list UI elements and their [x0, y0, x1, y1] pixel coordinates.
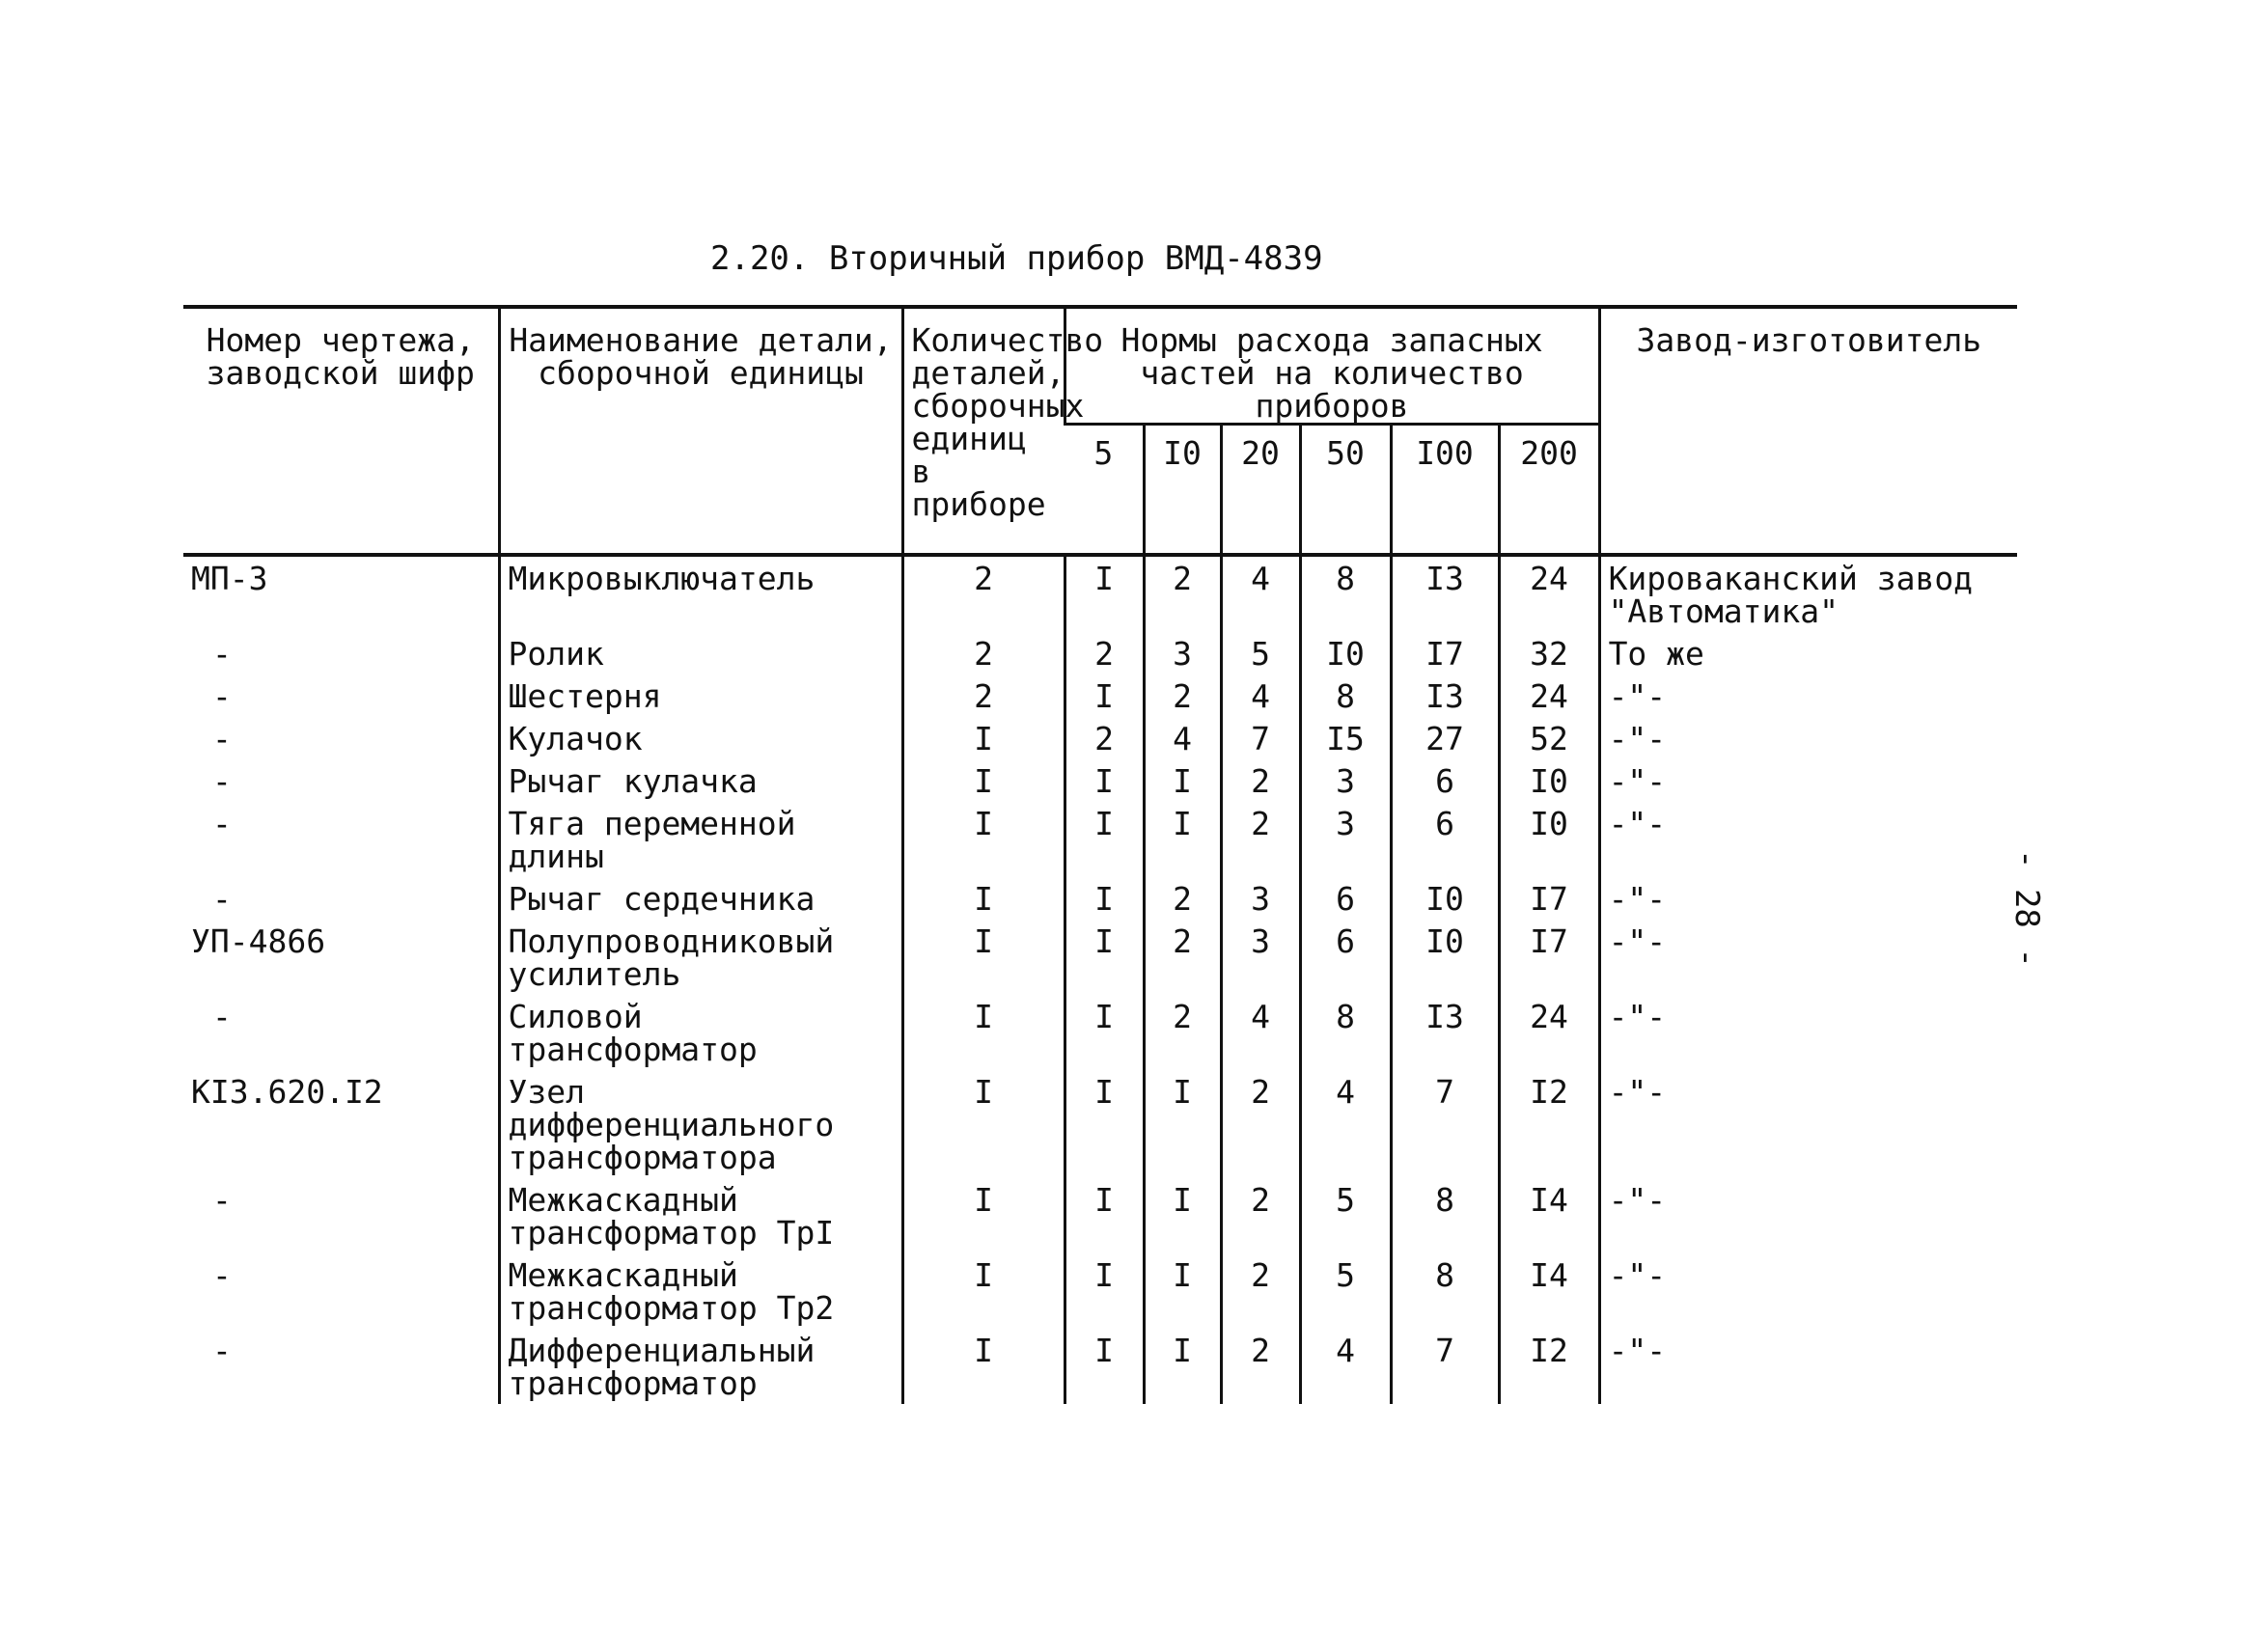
- row-norm: I7: [1499, 877, 1599, 920]
- row-norm: I: [1065, 1329, 1144, 1404]
- row-code: -: [212, 1181, 232, 1219]
- row-maker: -"-: [1599, 920, 2017, 995]
- row-maker: -"-: [1599, 995, 2017, 1070]
- row-norm: 2: [1144, 920, 1221, 995]
- row-norm: 27: [1391, 717, 1499, 759]
- table-row: [183, 759, 2017, 802]
- row-name: Межкаскадный трансформатор ТрI: [499, 1178, 902, 1253]
- row-maker: Кироваканский завод "Автоматика": [1599, 555, 2017, 632]
- row-code: -: [212, 635, 232, 673]
- row-code: -: [212, 762, 232, 800]
- table-row: [183, 717, 2017, 759]
- row-code: КI3.620.I2: [191, 1073, 383, 1111]
- row-qty: 2: [902, 632, 1065, 674]
- table-row: [183, 632, 2017, 674]
- row-norm: I: [1144, 1253, 1221, 1329]
- row-maker: -"-: [1599, 1329, 2017, 1404]
- row-norm: I: [1144, 1329, 1221, 1404]
- row-norm: 5: [1300, 1253, 1391, 1329]
- row-norm: 4: [1300, 1070, 1391, 1178]
- row-norm: 8: [1300, 555, 1391, 632]
- table-row: [183, 555, 2017, 632]
- row-maker: -"-: [1599, 759, 2017, 802]
- header-count-50: 50: [1300, 425, 1391, 556]
- row-norm: I7: [1499, 920, 1599, 995]
- row-norm: 6: [1300, 920, 1391, 995]
- header-count-100: I00: [1391, 425, 1499, 556]
- row-norm: 2: [1065, 632, 1144, 674]
- row-name: Микровыключатель: [499, 555, 902, 632]
- row-norm: 4: [1300, 1329, 1391, 1404]
- row-norm: I5: [1300, 717, 1391, 759]
- table-title: 2.20. Вторичный прибор ВМД-4839: [710, 239, 1323, 278]
- row-norm: I3: [1391, 995, 1499, 1070]
- row-norm: 3: [1300, 759, 1391, 802]
- row-code: -: [212, 998, 232, 1035]
- row-qty: I: [902, 1070, 1065, 1178]
- row-norm: 4: [1221, 555, 1300, 632]
- row-norm: 2: [1144, 674, 1221, 717]
- row-code: -: [212, 1332, 232, 1369]
- table-row: [183, 1329, 2017, 1404]
- row-name: Полупроводниковый усилитель: [499, 920, 902, 995]
- row-norm: I: [1065, 759, 1144, 802]
- row-qty: I: [902, 759, 1065, 802]
- table-row: [183, 1070, 2017, 1178]
- row-norm: I0: [1300, 632, 1391, 674]
- header-qty: Количество деталей, сборочных единиц в приборе: [902, 307, 1065, 555]
- row-code: -: [212, 805, 232, 842]
- row-qty: I: [902, 995, 1065, 1070]
- table-row: [183, 802, 2017, 877]
- row-norm: 24: [1499, 555, 1599, 632]
- row-code: -: [212, 880, 232, 918]
- row-norm: I: [1065, 877, 1144, 920]
- row-norm: 6: [1391, 802, 1499, 877]
- row-norm: 8: [1391, 1178, 1499, 1253]
- row-norm: 4: [1144, 717, 1221, 759]
- row-maker: -"-: [1599, 674, 2017, 717]
- row-norm: 4: [1221, 674, 1300, 717]
- row-norm: 3: [1144, 632, 1221, 674]
- row-norm: 2: [1144, 877, 1221, 920]
- row-norm: I: [1144, 1070, 1221, 1178]
- row-norm: I4: [1499, 1253, 1599, 1329]
- row-name: Рычаг сердечника: [499, 877, 902, 920]
- row-qty: 2: [902, 555, 1065, 632]
- row-maker: -"-: [1599, 717, 2017, 759]
- row-name: Межкаскадный трансформатор Тр2: [499, 1253, 902, 1329]
- row-maker: -"-: [1599, 1070, 2017, 1178]
- row-norm: 8: [1300, 674, 1391, 717]
- row-norm: I3: [1391, 555, 1499, 632]
- page-number: - 28 -: [2007, 849, 2046, 968]
- header-count-200: 200: [1499, 425, 1599, 556]
- row-norm: I: [1144, 802, 1221, 877]
- row-code: УП-4866: [191, 922, 326, 960]
- row-norm: I: [1065, 1070, 1144, 1178]
- row-norm: I3: [1391, 674, 1499, 717]
- row-norm: 2: [1221, 759, 1300, 802]
- row-norm: 7: [1391, 1070, 1499, 1178]
- header-count-20: 20: [1221, 425, 1300, 556]
- row-norm: I: [1144, 759, 1221, 802]
- table-row: [183, 1178, 2017, 1253]
- row-name: Дифференциальный трансформатор: [499, 1329, 902, 1404]
- row-norm: 8: [1300, 995, 1391, 1070]
- header-maker: Завод-изготовитель: [1599, 307, 2017, 555]
- row-norm: 52: [1499, 717, 1599, 759]
- header-count-10: I0: [1144, 425, 1221, 556]
- row-qty: I: [902, 920, 1065, 995]
- row-name: Кулачок: [499, 717, 902, 759]
- row-qty: I: [902, 1329, 1065, 1404]
- row-norm: 7: [1221, 717, 1300, 759]
- spare-parts-table: [183, 305, 2017, 1404]
- row-norm: 2: [1221, 1070, 1300, 1178]
- row-norm: 2: [1221, 802, 1300, 877]
- row-name: Узел дифференциального трансформатора: [499, 1070, 902, 1178]
- row-norm: I: [1065, 995, 1144, 1070]
- row-name: Ролик: [499, 632, 902, 674]
- row-maker: -"-: [1599, 1178, 2017, 1253]
- header-name: Наименование детали, сборочной единицы: [499, 307, 902, 555]
- row-norm: 2: [1221, 1253, 1300, 1329]
- row-name: Шестерня: [499, 674, 902, 717]
- row-norm: I: [1065, 920, 1144, 995]
- row-norm: 2: [1144, 995, 1221, 1070]
- table-row: [183, 1253, 2017, 1329]
- row-norm: 6: [1391, 759, 1499, 802]
- row-name: Рычаг кулачка: [499, 759, 902, 802]
- row-norm: I0: [1499, 759, 1599, 802]
- row-norm: I: [1065, 555, 1144, 632]
- row-norm: 3: [1221, 920, 1300, 995]
- row-maker: То же: [1599, 632, 2017, 674]
- row-code: -: [212, 677, 232, 715]
- row-norm: 4: [1221, 995, 1300, 1070]
- row-name: Силовой трансформатор: [499, 995, 902, 1070]
- row-norm: I: [1065, 802, 1144, 877]
- row-norm: I: [1144, 1178, 1221, 1253]
- row-norm: I0: [1391, 920, 1499, 995]
- header-code: Номер чертежа, заводской шифр: [183, 307, 499, 555]
- row-qty: I: [902, 1253, 1065, 1329]
- row-norm: 2: [1221, 1178, 1300, 1253]
- row-name: Тяга переменной длины: [499, 802, 902, 877]
- row-norm: 3: [1300, 802, 1391, 877]
- row-norm: 7: [1391, 1329, 1499, 1404]
- row-maker: -"-: [1599, 1253, 2017, 1329]
- row-norm: 5: [1221, 632, 1300, 674]
- row-norm: 32: [1499, 632, 1599, 674]
- header-norms: Нормы расхода запасных частей на количество приборов: [1065, 307, 1599, 425]
- row-qty: I: [902, 717, 1065, 759]
- header-count-5: 5: [1065, 425, 1144, 556]
- row-maker: -"-: [1599, 802, 2017, 877]
- row-qty: I: [902, 1178, 1065, 1253]
- row-norm: I7: [1391, 632, 1499, 674]
- row-norm: 2: [1065, 717, 1144, 759]
- table-row: [183, 877, 2017, 920]
- row-norm: I0: [1499, 802, 1599, 877]
- row-code: -: [212, 720, 232, 757]
- row-norm: I2: [1499, 1070, 1599, 1178]
- row-qty: I: [902, 802, 1065, 877]
- row-code: МП-3: [191, 560, 268, 597]
- row-norm: 24: [1499, 674, 1599, 717]
- row-norm: 2: [1221, 1329, 1300, 1404]
- row-norm: 5: [1300, 1178, 1391, 1253]
- row-qty: 2: [902, 674, 1065, 717]
- table-row: [183, 674, 2017, 717]
- row-norm: I: [1065, 1253, 1144, 1329]
- table-row: [183, 920, 2017, 995]
- row-norm: I4: [1499, 1178, 1599, 1253]
- row-norm: I2: [1499, 1329, 1599, 1404]
- row-norm: 2: [1144, 555, 1221, 632]
- row-norm: 3: [1221, 877, 1300, 920]
- row-code: -: [212, 1256, 232, 1294]
- table-row: [183, 995, 2017, 1070]
- row-norm: 6: [1300, 877, 1391, 920]
- row-norm: I: [1065, 674, 1144, 717]
- row-maker: -"-: [1599, 877, 2017, 920]
- row-qty: I: [902, 877, 1065, 920]
- row-norm: 8: [1391, 1253, 1499, 1329]
- row-norm: I: [1065, 1178, 1144, 1253]
- row-norm: 24: [1499, 995, 1599, 1070]
- row-norm: I0: [1391, 877, 1499, 920]
